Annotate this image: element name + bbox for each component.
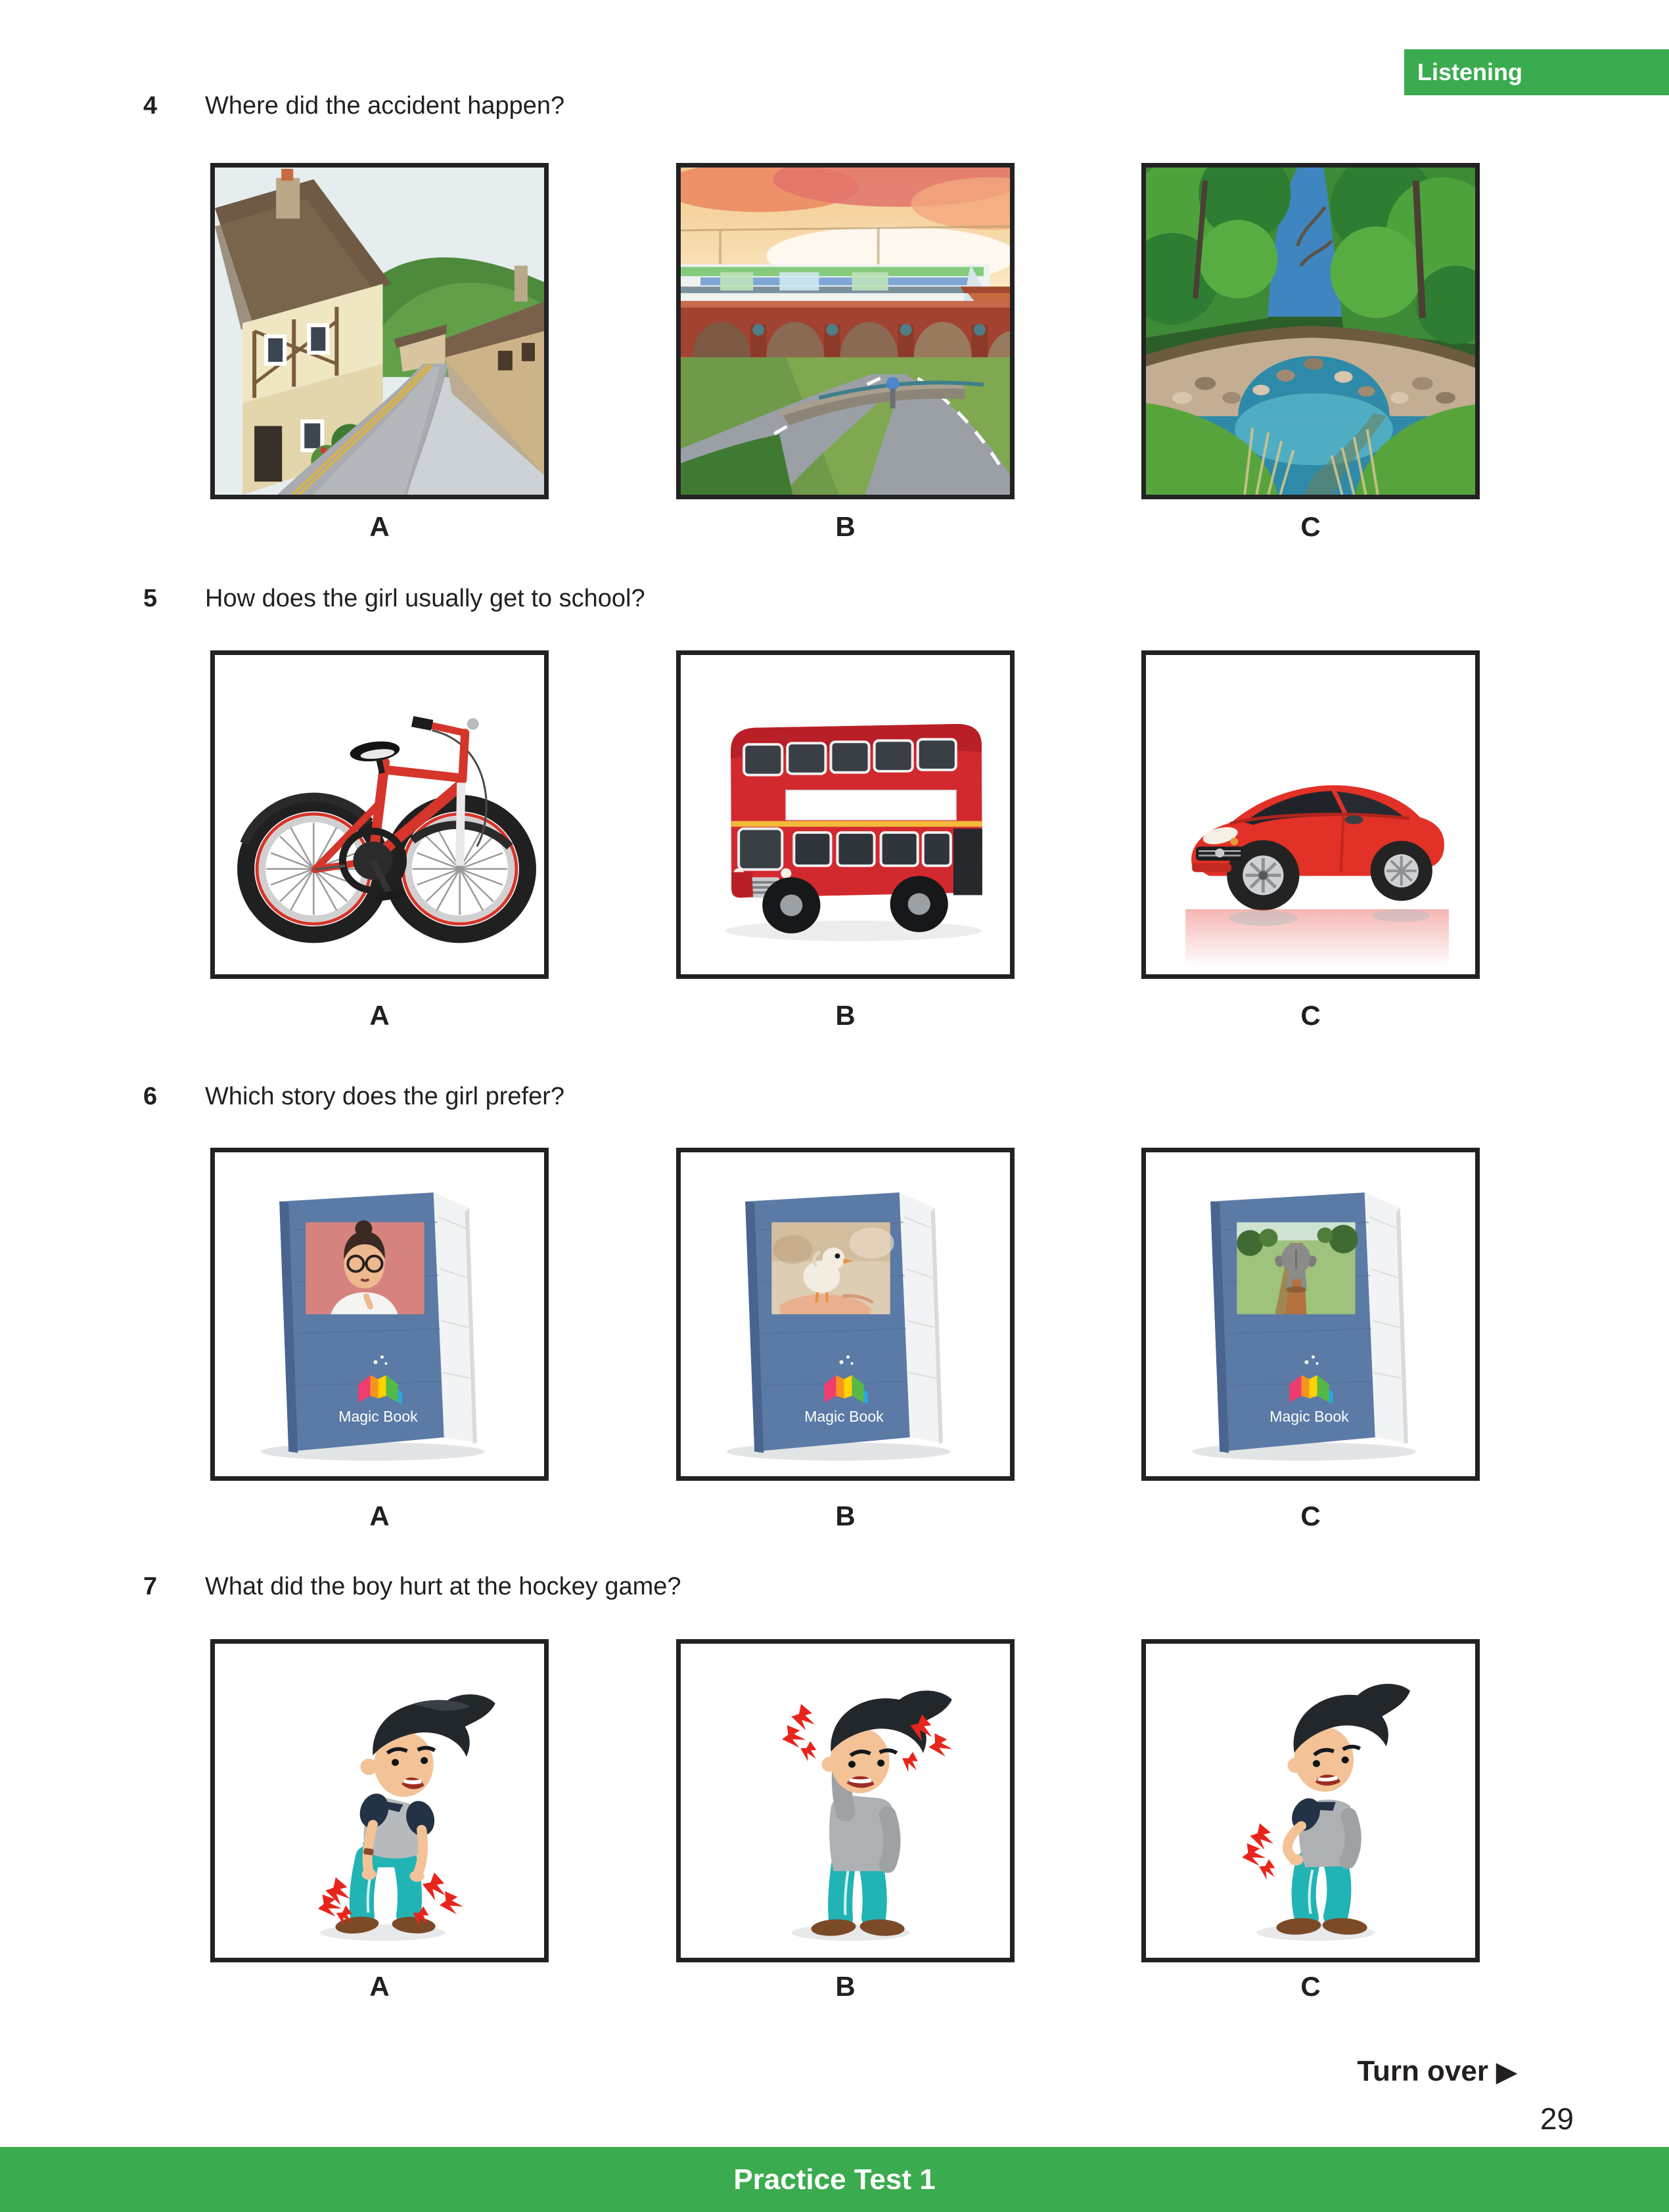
bicycle-image <box>215 655 544 974</box>
stone-bridge-image <box>1146 168 1475 495</box>
train-viaduct-image <box>681 168 1010 495</box>
question-4-text: Where did the accident happen? <box>205 92 565 120</box>
question-6-number: 6 <box>143 1083 158 1110</box>
question-5-text: How does the girl usually get to school? <box>205 585 645 612</box>
question-7-text: What did the boy hurt at the hockey game? <box>205 1573 681 1600</box>
q5-option-a-label: A <box>369 1000 390 1031</box>
girl-book-image <box>215 1152 544 1476</box>
boy-hurt-knees-image <box>215 1644 544 1958</box>
question-5-number: 5 <box>143 585 158 612</box>
svg-text:Magic Book: Magic Book <box>338 1408 418 1426</box>
q4-option-b-label: B <box>835 511 856 542</box>
q4-option-b-box[interactable] <box>676 163 1015 499</box>
q7-option-c-label: C <box>1300 1971 1321 2002</box>
chick-book-image <box>681 1152 1010 1476</box>
q4-option-c-label: C <box>1300 511 1321 542</box>
turn-over-text: Turn over <box>1357 2055 1488 2087</box>
q7-option-a-label: A <box>369 1971 390 2002</box>
footer-bar <box>0 2147 1669 2212</box>
turn-over-arrow-icon: ▶ <box>1496 2058 1517 2087</box>
bus-image-box[interactable] <box>676 650 1015 979</box>
q4-option-a-box[interactable] <box>210 163 549 499</box>
page-number: 29 <box>1540 2102 1574 2136</box>
question-7-number: 7 <box>143 1573 158 1600</box>
q6-option-b-label: B <box>835 1501 856 1531</box>
q7-option-b-label: B <box>835 1971 856 2002</box>
village-street-image <box>215 168 544 495</box>
svg-text:Magic Book: Magic Book <box>804 1408 884 1426</box>
q6-option-a-box[interactable] <box>210 1148 549 1481</box>
boy-hurt-back-image <box>1146 1644 1475 1958</box>
q5-option-c-label: C <box>1300 1000 1321 1031</box>
turn-over-note <box>1357 2055 1517 2088</box>
q6-option-c-box[interactable] <box>1141 1148 1480 1481</box>
footer-label: Practice Test 1 <box>733 2163 936 2196</box>
q7-option-a-box[interactable] <box>210 1639 549 1962</box>
car-image-box[interactable] <box>1141 650 1480 979</box>
listening-tab-label: Listening <box>1417 58 1522 85</box>
q5-option-b-label: B <box>835 1000 856 1031</box>
svg-text:Magic Book: Magic Book <box>1269 1408 1349 1426</box>
q7-option-c-box[interactable] <box>1141 1639 1480 1962</box>
listening-section-tab <box>1404 49 1669 95</box>
boy-hurt-head-image <box>681 1644 1010 1958</box>
q4-option-a-label: A <box>369 511 390 542</box>
q6-option-a-label: A <box>369 1501 390 1531</box>
q7-option-b-box[interactable] <box>676 1639 1015 1962</box>
question-6-text: Which story does the girl prefer? <box>205 1083 565 1110</box>
q5-option-a-box[interactable] <box>210 650 549 979</box>
question-4-number: 4 <box>143 92 158 120</box>
q4-option-c-box[interactable] <box>1141 163 1480 499</box>
q6-option-b-box[interactable] <box>676 1148 1015 1481</box>
red-car-image <box>1146 655 1475 974</box>
double-decker-bus-image <box>681 655 1010 974</box>
q6-option-c-label: C <box>1300 1501 1321 1531</box>
elephant-book-image <box>1146 1152 1475 1476</box>
